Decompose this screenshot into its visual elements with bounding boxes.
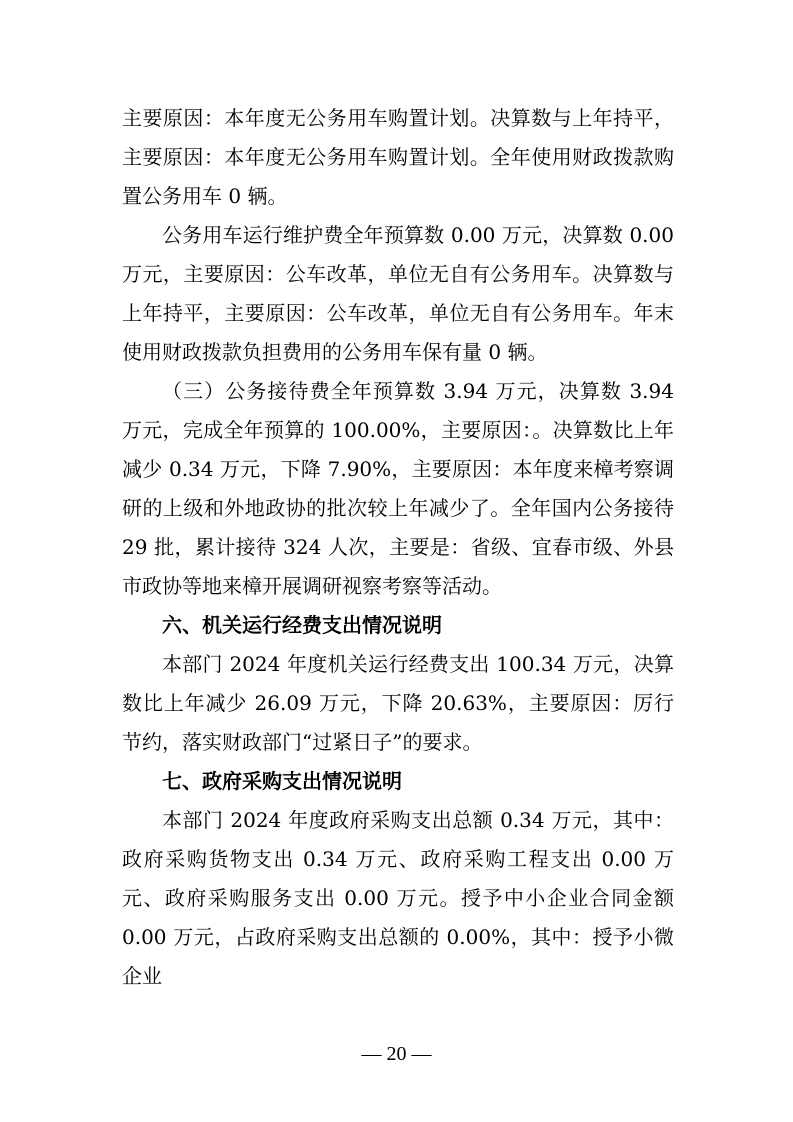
paragraph-reception-expense: （三）公务接待费全年预算数 3.94 万元，决算数 3.94 万元，完成全年预算的 100.00%，主要原因：。决算数比上年减少 0.34 万元，下降 7.90%，主要原因：本年度来樟考察调研的上级和外地政协的批次较上年减少了。全年国内公务接待 29 批，累计接待 324 人次，主要是：省级、宜春市级、外县市政协等地来樟开展调研视察考察等活动。 xyxy=(122,379,674,598)
paragraph-vehicle-purchase: 主要原因：本年度无公务用车购置计划。决算数与上年持平，主要原因：本年度无公务用车购置计划。全年使用财政拨款购置公务用车 0 辆。 xyxy=(122,106,674,208)
section-heading-operating-expense: 六、机关运行经费支出情况说明 xyxy=(162,613,442,637)
paragraph-vehicle-maintenance: 公务用车运行维护费全年预算数 0.00 万元，决算数 0.00 万元，主要原因：公车改革，单位无自有公务用车。决算数与上年持平，主要原因：公车改革，单位无自有公务用车。年末使用财政拨款负担费用的公务用车保有量 0 辆。 xyxy=(122,223,674,364)
page-number: — 20 — xyxy=(361,1043,432,1065)
paragraph-operating-expense: 本部门 2024 年度机关运行经费支出 100.34 万元，决算数比上年减少 26.09 万元，下降 20.63%，主要原因：厉行节约，落实财政部门“过紧日子”的要求。 xyxy=(122,652,674,754)
section-heading-procurement: 七、政府采购支出情况说明 xyxy=(162,769,402,793)
paragraph-procurement: 本部门 2024 年度政府采购支出总额 0.34 万元，其中：政府采购货物支出 0.34 万元、政府采购工程支出 0.00 万元、政府采购服务支出 0.00 万元。授予中小企业合同金额 0.00 万元，占政府采购支出总额的 0.00%，其中：授予小微企业 xyxy=(122,808,674,988)
body-text xyxy=(122,99,674,996)
